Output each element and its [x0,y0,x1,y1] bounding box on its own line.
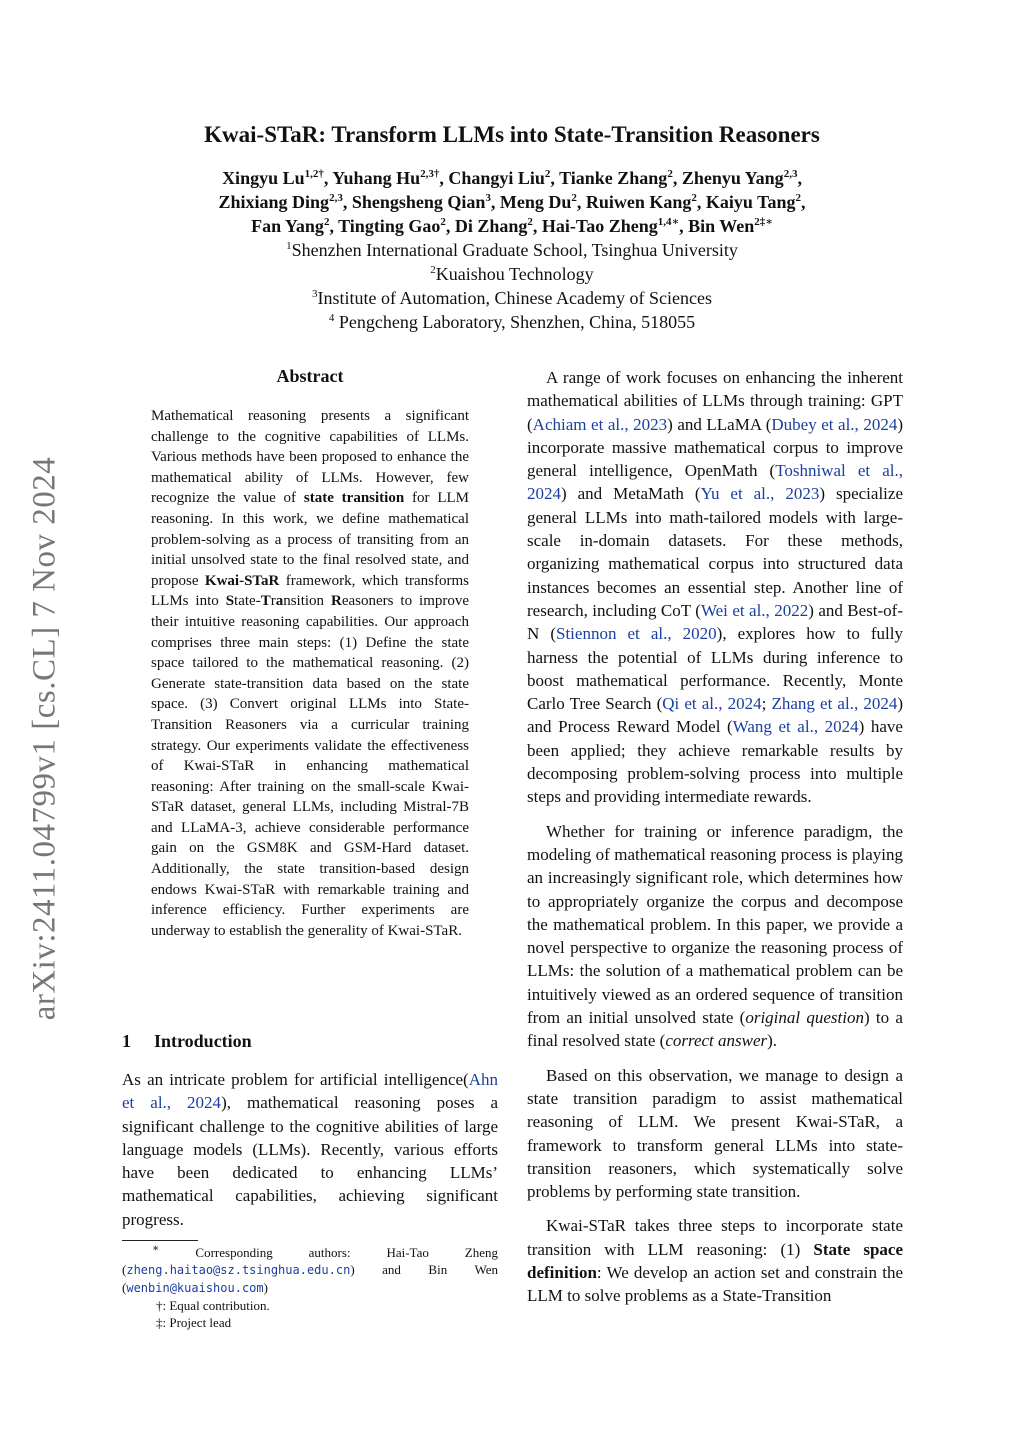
author-affil: 2 [691,192,697,204]
citation-link[interactable]: Qi et al., 2024 [662,694,762,714]
affiliation [150,286,874,310]
text-run: ) incorporate massive mathematical corpus to improve general intelligence, OpenMath ( [527,414,904,481]
italic-term: correct answer [665,1031,768,1051]
text-run: ) specialize general LLMs into math-tailored models with large-scale in-domain datasets. For these methods, organizing mathematical corpus into structured data instances becomes an essential step. Another line of research, including CoT ( [527,484,903,620]
author-affil: 2,3† [420,168,440,180]
author-affil: 2 [544,168,551,180]
author-affil: 2 [527,216,533,228]
bold-term: State space definition [527,1239,903,1282]
citation-link[interactable]: Ahn et al., 2024 [122,1070,498,1113]
author-affil: 1,4∗ [657,216,680,228]
author: Fan Yang [251,216,324,236]
citation-link[interactable]: Zhang et al., 2024 [771,694,898,714]
author: Changyi Liu [448,168,545,188]
author: Yuhang Hu [332,168,421,188]
text-run: ) and LLaMA ( [667,414,772,434]
author: Meng Du [499,192,572,212]
author: Tianke Zhang [559,168,668,188]
affiliation-number: 4 [328,312,335,324]
footnote-equal-contribution: †: Equal contribution. [156,1298,270,1313]
citation-link[interactable]: Achiam et al., 2023 [532,414,668,434]
author: Ruiwen Kang [585,192,692,212]
text-run: to improve their intuitive reasoning capabilities. Our approach comprises three main steps: (1) Define the state space tailored to the mathematical reasoning. (2) Generate state-transition data based on the state space. (3) Convert original LLMs into State-Transition Reasoners via a curricular training strategy. Our experiments validate the effectiveness of Kwai-STaR in enhancing mathematical reasoning: After training on the small-scale Kwai-STaR dataset, general LLMs, including Mistral-7B and LLaMA-3, achieve considerable performance gain on the GSM8K and GSM-Hard dataset. Additionally, the state transition-based design endows Kwai-STaR with remarkable training and inference efficiency. Further experiments are underway to establish the generality of Kwai-STaR. [151,593,470,939]
affiliation [150,238,874,262]
affiliation-text: Shenzhen International Graduate School, Tsinghua University [291,240,738,260]
affiliation-number: 3 [312,288,318,300]
bold-term: Kwai-STaR [204,572,280,589]
text-run: ), explores how to fully harness the potential of LLMs during inference to boost mathematical performance. Recently, Monte Carlo Tree Search ( [527,624,903,714]
author: Zhenyu Yang [681,168,784,188]
author-affil: 2 [571,192,577,204]
text-run: tate- [234,593,261,610]
text-run: ), mathematical reasoning poses a significant challenge to the cognitive abilities of large language models (LLMs). Recently, various efforts have been dedicated to enhancing LLMs’ mathematical capabilities, achieving significant progress. [122,1093,498,1229]
author: Zhixiang Ding [218,192,330,212]
author: Kaiyu Tang [705,192,796,212]
text-run: : We develop an action set and constrain the LLM to solve problems as a State-Transition [527,1262,903,1306]
text-run: nsition [283,593,331,610]
author-list: Xingyu $Lu^{1,2\dagger}$, Yuhang $Hu^{2,3\dagger}$, Changyi Liu$^2$, Tianke Zhang$^2$, Zhenyu Yang$^{2,3}$, Zhixiang Ding$^{2,3}$, Shengsheng Qian$^3$, Meng Du$^2$, Ruiwen Kang$^2$, Kaiyu Tang$^2$, Fan Yang$^2$, Tingting Gao$^2$, Di Zhang$^2$, Hai-Tao Zheng$^{1,4∗}$, Bin Wen$^{2\ddagger∗}$ [218,168,806,236]
footnote-marker: ∗ [152,1242,160,1255]
abstract-body [151,406,469,941]
text-run: Corresponding authors: Hai-Tao Zheng ( [122,1245,498,1277]
text-run: A range of work focuses on enhancing the inherent mathematical abilities of LLMs through training: GPT ( [527,368,903,434]
text-run: for LLM reasoning. In this work, we define mathematical problem-solving as a process of transiting from an initial unsolved state to the final resolved state, and propose [151,490,469,589]
paper-title: Kwai-STaR: Transform LLMs into State-Transition Reasoners [204,122,820,147]
citation-link[interactable]: Wang et al., 2024 [732,717,859,737]
paragraph [527,820,903,1053]
author: Bin Wen [688,216,755,236]
bold-letter: T [260,593,271,610]
author: Tingting Gao [338,216,441,236]
text-run: Kwai-STaR takes three steps to incorporate state transition with LLM reasoning: (1) [527,1216,903,1259]
citation-link[interactable]: Dubey et al., 2024 [771,414,898,434]
paragraph [527,1214,903,1307]
author-affil: 2 [323,216,330,228]
text-run: ). [767,1031,778,1051]
footnote-rule [122,1240,198,1241]
affiliation-list [150,238,874,334]
italic-term: original question [745,1008,864,1028]
author-affil: 1,2† [304,168,324,180]
right-column [527,366,903,1319]
author-affil: 2‡∗ [754,216,773,228]
text-run: easoners [341,593,394,610]
footnote-project-lead: ‡: Project lead [156,1315,232,1330]
introduction-paragraph [122,1068,498,1231]
citation-link[interactable]: Toshniwal et al., 2024 [527,461,903,504]
text-run: ) and MetaMath ( [561,484,701,504]
bold-letter: a [275,593,284,610]
text-run: ) [263,1280,268,1295]
arxiv-identifier: arXiv:2411.04799v1 [cs.CL] 7 Nov 2024 [26,456,63,1021]
email-link[interactable]: wenbin@kuaishou.com [126,1281,264,1295]
citation-link[interactable]: Yu et al., 2023 [700,484,820,504]
text-run: r [270,593,276,610]
author: Xingyu Lu [222,168,305,188]
author: Shengsheng Qian [351,192,486,212]
affiliation-text: Institute of Automation, Chinese Academy of Sciences [317,288,712,308]
bold-letter: R [331,593,342,610]
paragraph [527,366,903,809]
footnote-corresponding [122,1244,498,1297]
abstract-heading: Abstract [276,366,344,386]
affiliation [150,262,874,286]
author-affil: 2,3 [329,192,343,204]
author-affil: 2 [440,216,446,228]
affiliation-number: 1 [286,240,292,252]
bold-term: state transition [303,490,405,507]
text-run: framework, which transforms LLMs into [151,572,469,610]
author: Di Zhang [454,216,528,236]
affiliation-text: Kuaishou Technology [435,264,594,284]
section-number: 1 [122,1031,131,1051]
footnotes [122,1244,498,1331]
text-run: Whether for training or inference paradigm, the modeling of mathematical reasoning process is playing an increasingly significant role, which determines how to appropriately organize the corpus and decompose the mathematical problem. In this paper, we provide a novel perspective to organize the reasoning process of LLMs: the solution of a mathematical problem can be intuitively viewed as an ordered sequence of transition from an initial unsolved state ( [527,821,903,1028]
paragraph: Based on this observation, we manage to design a state transition paradigm to assist mathematical reasoning of LLM. We present Kwai-STaR, a framework to transform general LLMs into state-transition reasoners, which systematically solve problems by performing state transition. [527,1065,903,1202]
author-affil: 2 [667,168,673,180]
author-affil: 2,3 [783,168,798,180]
author: Hai-Tao Zheng [541,216,658,236]
citation-link[interactable]: Wei et al., 2022 [700,600,809,620]
text-run: ) and Bin Wen ( [122,1262,498,1295]
text-run: ; [761,694,772,714]
affiliation-text: Pengcheng Laboratory, Shenzhen, China, 518055 [334,312,696,332]
text-run: ) and Best-of-N ( [527,600,903,644]
section-heading-introduction [122,1031,252,1052]
author-affil: 2 [795,192,801,204]
author-affil: 3 [485,192,491,204]
text-run: As an intricate problem for artificial intelligence( [122,1070,469,1089]
affiliation-number: 2 [430,264,436,276]
text-run: ) to a final resolved state ( [527,1008,903,1051]
section-title: Introduction [154,1031,252,1051]
text-run: Mathematical reasoning presents a significant challenge to the cognitive capabilities of LLMs. Various methods have been proposed to enhance the mathematical ability of LLMs. However, few recognize the value of [151,408,469,507]
email-link[interactable]: zheng.haitao@sz.tsinghua.edu.cn [126,1263,351,1277]
text-run: ) have been applied; they achieve remarkable results by decomposing problem-solving process into multiple steps and providing intermediate rewards. [527,717,903,807]
bold-letter: S [225,593,235,610]
text-run: ) and Process Reward Model ( [527,694,903,737]
affiliation [150,310,874,334]
citation-link[interactable]: Stiennon et al., 2020 [556,624,717,644]
